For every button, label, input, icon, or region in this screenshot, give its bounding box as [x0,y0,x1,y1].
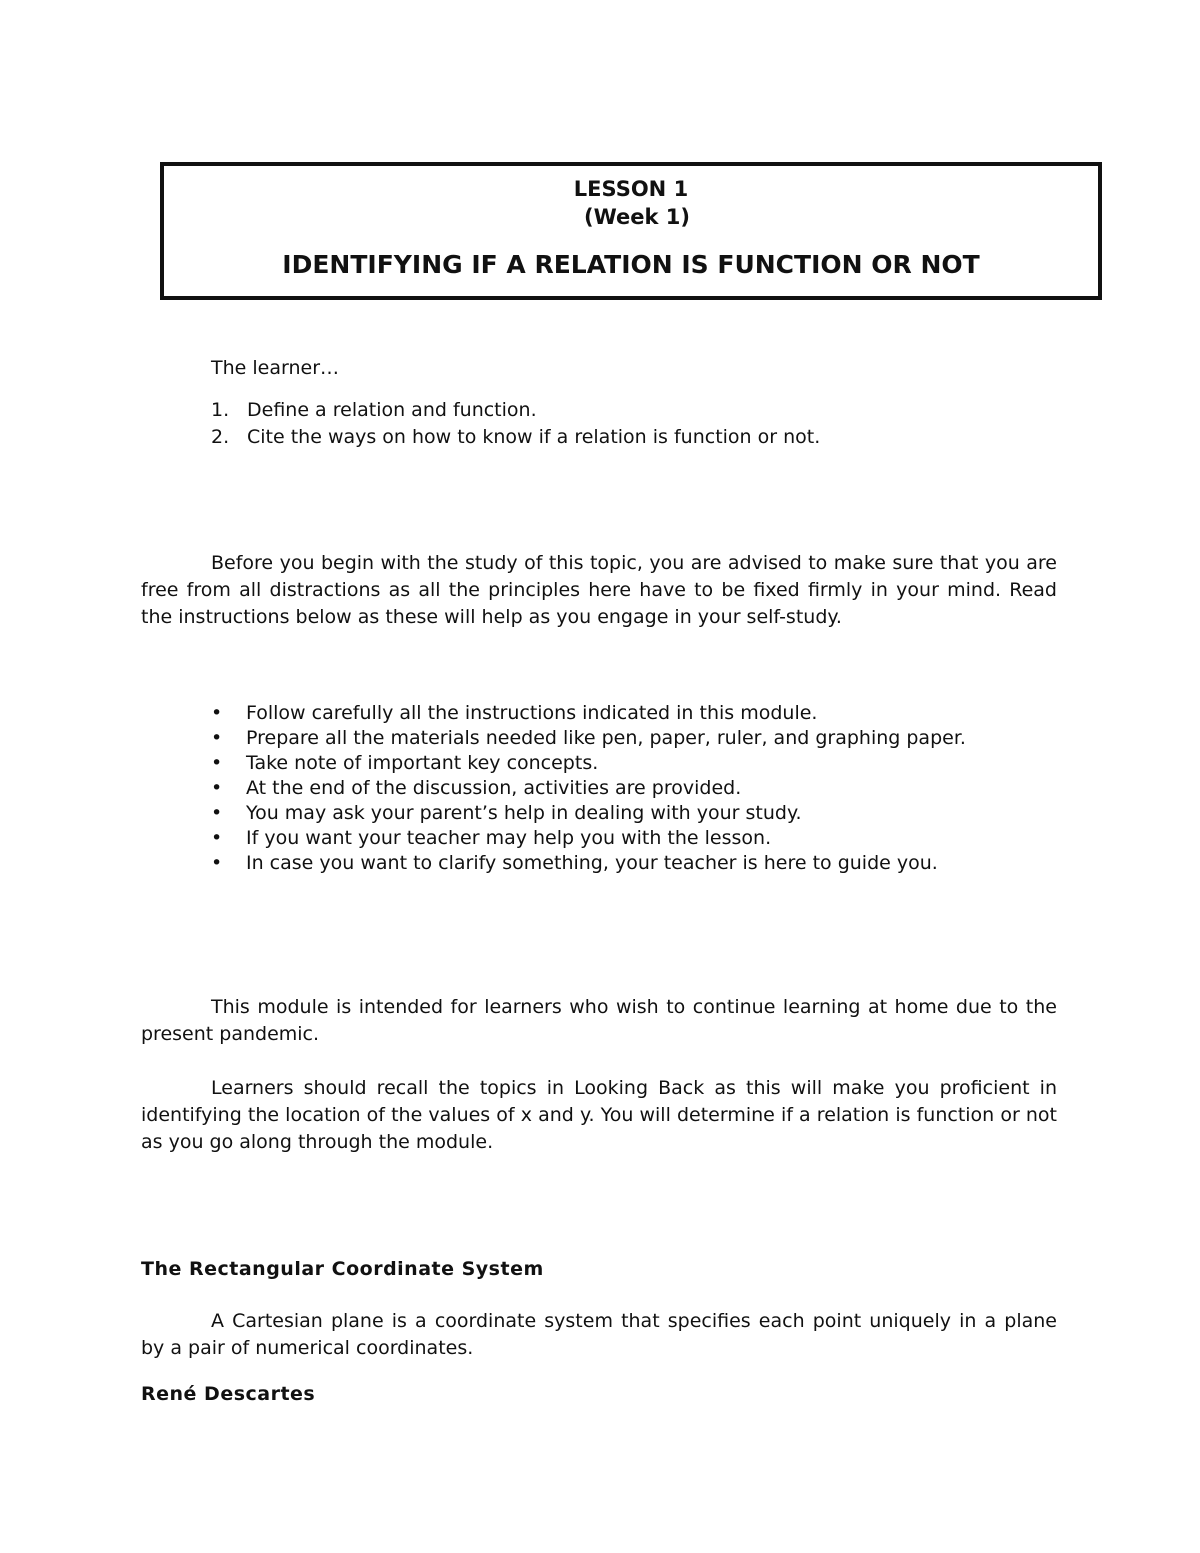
list-item [211,726,1057,751]
list-item-text: Follow carefully all the instructions indicated in this module. [246,702,818,724]
list-number: 2. [211,426,230,448]
cartesian-paragraph: A Cartesian plane is a coordinate system that specifies each point uniquely in a plane by a pair of numerical coordinates. [141,1310,1057,1359]
bullet-icon: • [211,702,223,724]
list-item-text: Take note of important key concepts. [246,752,599,774]
bullet-icon: • [211,727,223,749]
lesson-number: LESSON 1 [573,177,689,201]
list-item [211,751,1057,776]
section-heading: The Rectangular Coordinate System [141,1258,544,1280]
list-item-text: Define a relation and function. [247,399,537,421]
module-info-paragraph: This module is intended for learners who wish to continue learning at home due to the present pandemic. [141,996,1057,1045]
list-number: 1. [211,399,230,421]
list-item-text: You may ask your parent’s help in dealing with your study. [246,802,802,824]
list-item [211,776,1057,801]
bullet-icon: • [211,827,223,849]
subsection-heading: René Descartes [141,1383,316,1405]
instructions-bullet-list [211,701,1057,876]
instructions-paragraph: Before you begin with the study of this topic, you are advised to make sure that you are free from all distractions as all the principles here have to be fixed firmly in your mind. Read the instructions below as these will help as you engage in your self-study. [141,552,1057,628]
looking-back-paragraph: Learners should recall the topics in Looking Back as this will make you proficient in identifying the location of the values of x and y. You will determine if a relation is function or not as you go along through the module. [141,1077,1057,1153]
lesson-title: IDENTIFYING IF A RELATION IS FUNCTION OR NOT [282,250,980,279]
bullet-icon: • [211,777,223,799]
list-item-text: At the end of the discussion, activities are provided. [246,777,742,799]
list-item-text: Cite the ways on how to know if a relation is function or not. [247,426,821,448]
bullet-icon: • [211,802,223,824]
list-item [211,826,1057,851]
list-item-text: Prepare all the materials needed like pen, paper, ruler, and graphing paper. [246,727,966,749]
list-item-text: In case you want to clarify something, your teacher is here to guide you. [246,852,938,874]
list-item [211,424,820,451]
list-item-text: If you want your teacher may help you with the lesson. [246,827,772,849]
lesson-title-box [160,162,1102,300]
objectives-list [211,397,820,451]
list-item [211,397,820,424]
lesson-week: (Week 1) [584,205,690,229]
objectives-intro: The learner… [211,357,340,379]
list-item [211,801,1057,826]
bullet-icon: • [211,752,223,774]
bullet-icon: • [211,852,223,874]
list-item [211,701,1057,726]
list-item [211,851,1057,876]
